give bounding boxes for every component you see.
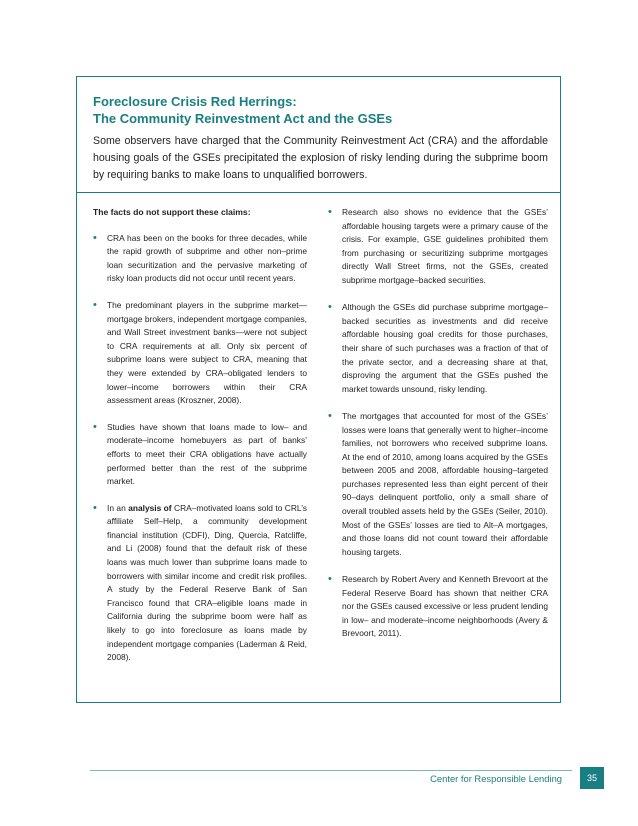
- facts-heading: The facts do not support these claims:: [93, 207, 251, 217]
- box-title-line-1: Foreclosure Crisis Red Herrings:: [93, 94, 297, 109]
- right-bullet-2: • Although the GSEs did purchase subprime mortgage–backed securities as investments and did receive affordable housing goal credits for those purchases, their share of such purchases was a fraction of that of the private sector, and a decreasing share at that, disproving the argument that the GSEs pushed the market towards unsound, risky lending.: [328, 301, 548, 396]
- box-title-line-2: The Community Reinvestment Act and the GSEs: [93, 111, 393, 126]
- page-number: 35: [580, 767, 604, 789]
- right-bullet-list: [328, 206, 548, 641]
- right-bullet-1: • Research also shows no evidence that the GSEs’ affordable housing targets were a primary cause of the crisis. For example, GSE guidelines prohibited them from purchasing or securitizing subprime mortgages directly Wall Street firms, not the GSEs, created subprime mortgage–backed securities.: [328, 206, 548, 288]
- left-bullet-3: • Studies have shown that loans made to low– and moderate–income homebuyers as part of banks’ efforts to meet their CRA obligations have actually performed better than the rest of the subprime market.: [93, 421, 307, 489]
- analysis-link[interactable]: analysis of: [128, 502, 172, 513]
- right-column: [328, 206, 548, 655]
- box-intro: Some observers have charged that the Community Reinvestment Act (CRA) and the affordable housing goals of the GSEs precipitated the explosion of risky lending during the subprime boom by requiring banks to make loans to unqualified borrowers.: [93, 135, 548, 181]
- left-bullet-list: [93, 232, 307, 665]
- left-bullet-1: • CRA has been on the books for three decades, while the rapid growth of subprime and other non–prime loan securitization and the pervasive marketing of risky loan products did not occur until recent years.: [93, 232, 307, 286]
- left-column: [93, 206, 307, 678]
- footer-organization: Center for Responsible Lending: [430, 773, 562, 784]
- right-bullet-3: • The mortgages that accounted for most of the GSEs’ losses were loans that generally went to higher–income families, not borrowers who received subprime loans. At the end of 2010, among loans acquired by the GSEs between 2005 and 2008, affordable housing–targeted purchases represented less than eight percent of their 90–days delinquent portfolio, only a small share of overall troubled assets held by the GSEs (Seiler, 2010). Most of the GSEs’ losses are tied to Alt–A mortgages, and those loans did not count toward their affordable housing targets.: [328, 410, 548, 560]
- left-bullet-4-prefix: In an: [107, 502, 129, 513]
- left-bullet-2: • The predominant players in the subprime market—mortgage brokers, independent mortgage companies, and Wall Street investment banks—were not subject to CRA requirements at all. Only six percent of subprime loans were subject to CRA, meaning that they were extended by CRA–obligated lenders to lower–income borrowers within their CRA assessment areas (Kroszner, 2008).: [93, 299, 307, 408]
- right-bullet-4: • Research by Robert Avery and Kenneth Brevoort at the Federal Reserve Board has shown that neither CRA nor the GSEs caused excessive or less prudent lending in low– and moderate–income neighborhoods (Avery & Brevoort, 2011).: [328, 573, 548, 641]
- left-bullet-4-text: CRA–motivated loans sold to CRL’s affiliate Self–Help, a community development financial institution (CDFI), Ding, Quercia, Ratcliffe, and Li (2008) found that the default risk of these loans was much lower than subprime loans made to borrowers with similar income and credit risk profiles. A study by the Federal Reserve Bank of San Francisco found that CRA–eligible loans made in California during the subprime boom were half as likely to go into foreclosure as loans made by independent mortgage companies (Laderman & Reid, 2008).: [107, 502, 307, 663]
- box-divider: [76, 192, 561, 193]
- footer-divider: [90, 770, 572, 771]
- box-title: [93, 93, 553, 127]
- left-bullet-4: [93, 502, 307, 665]
